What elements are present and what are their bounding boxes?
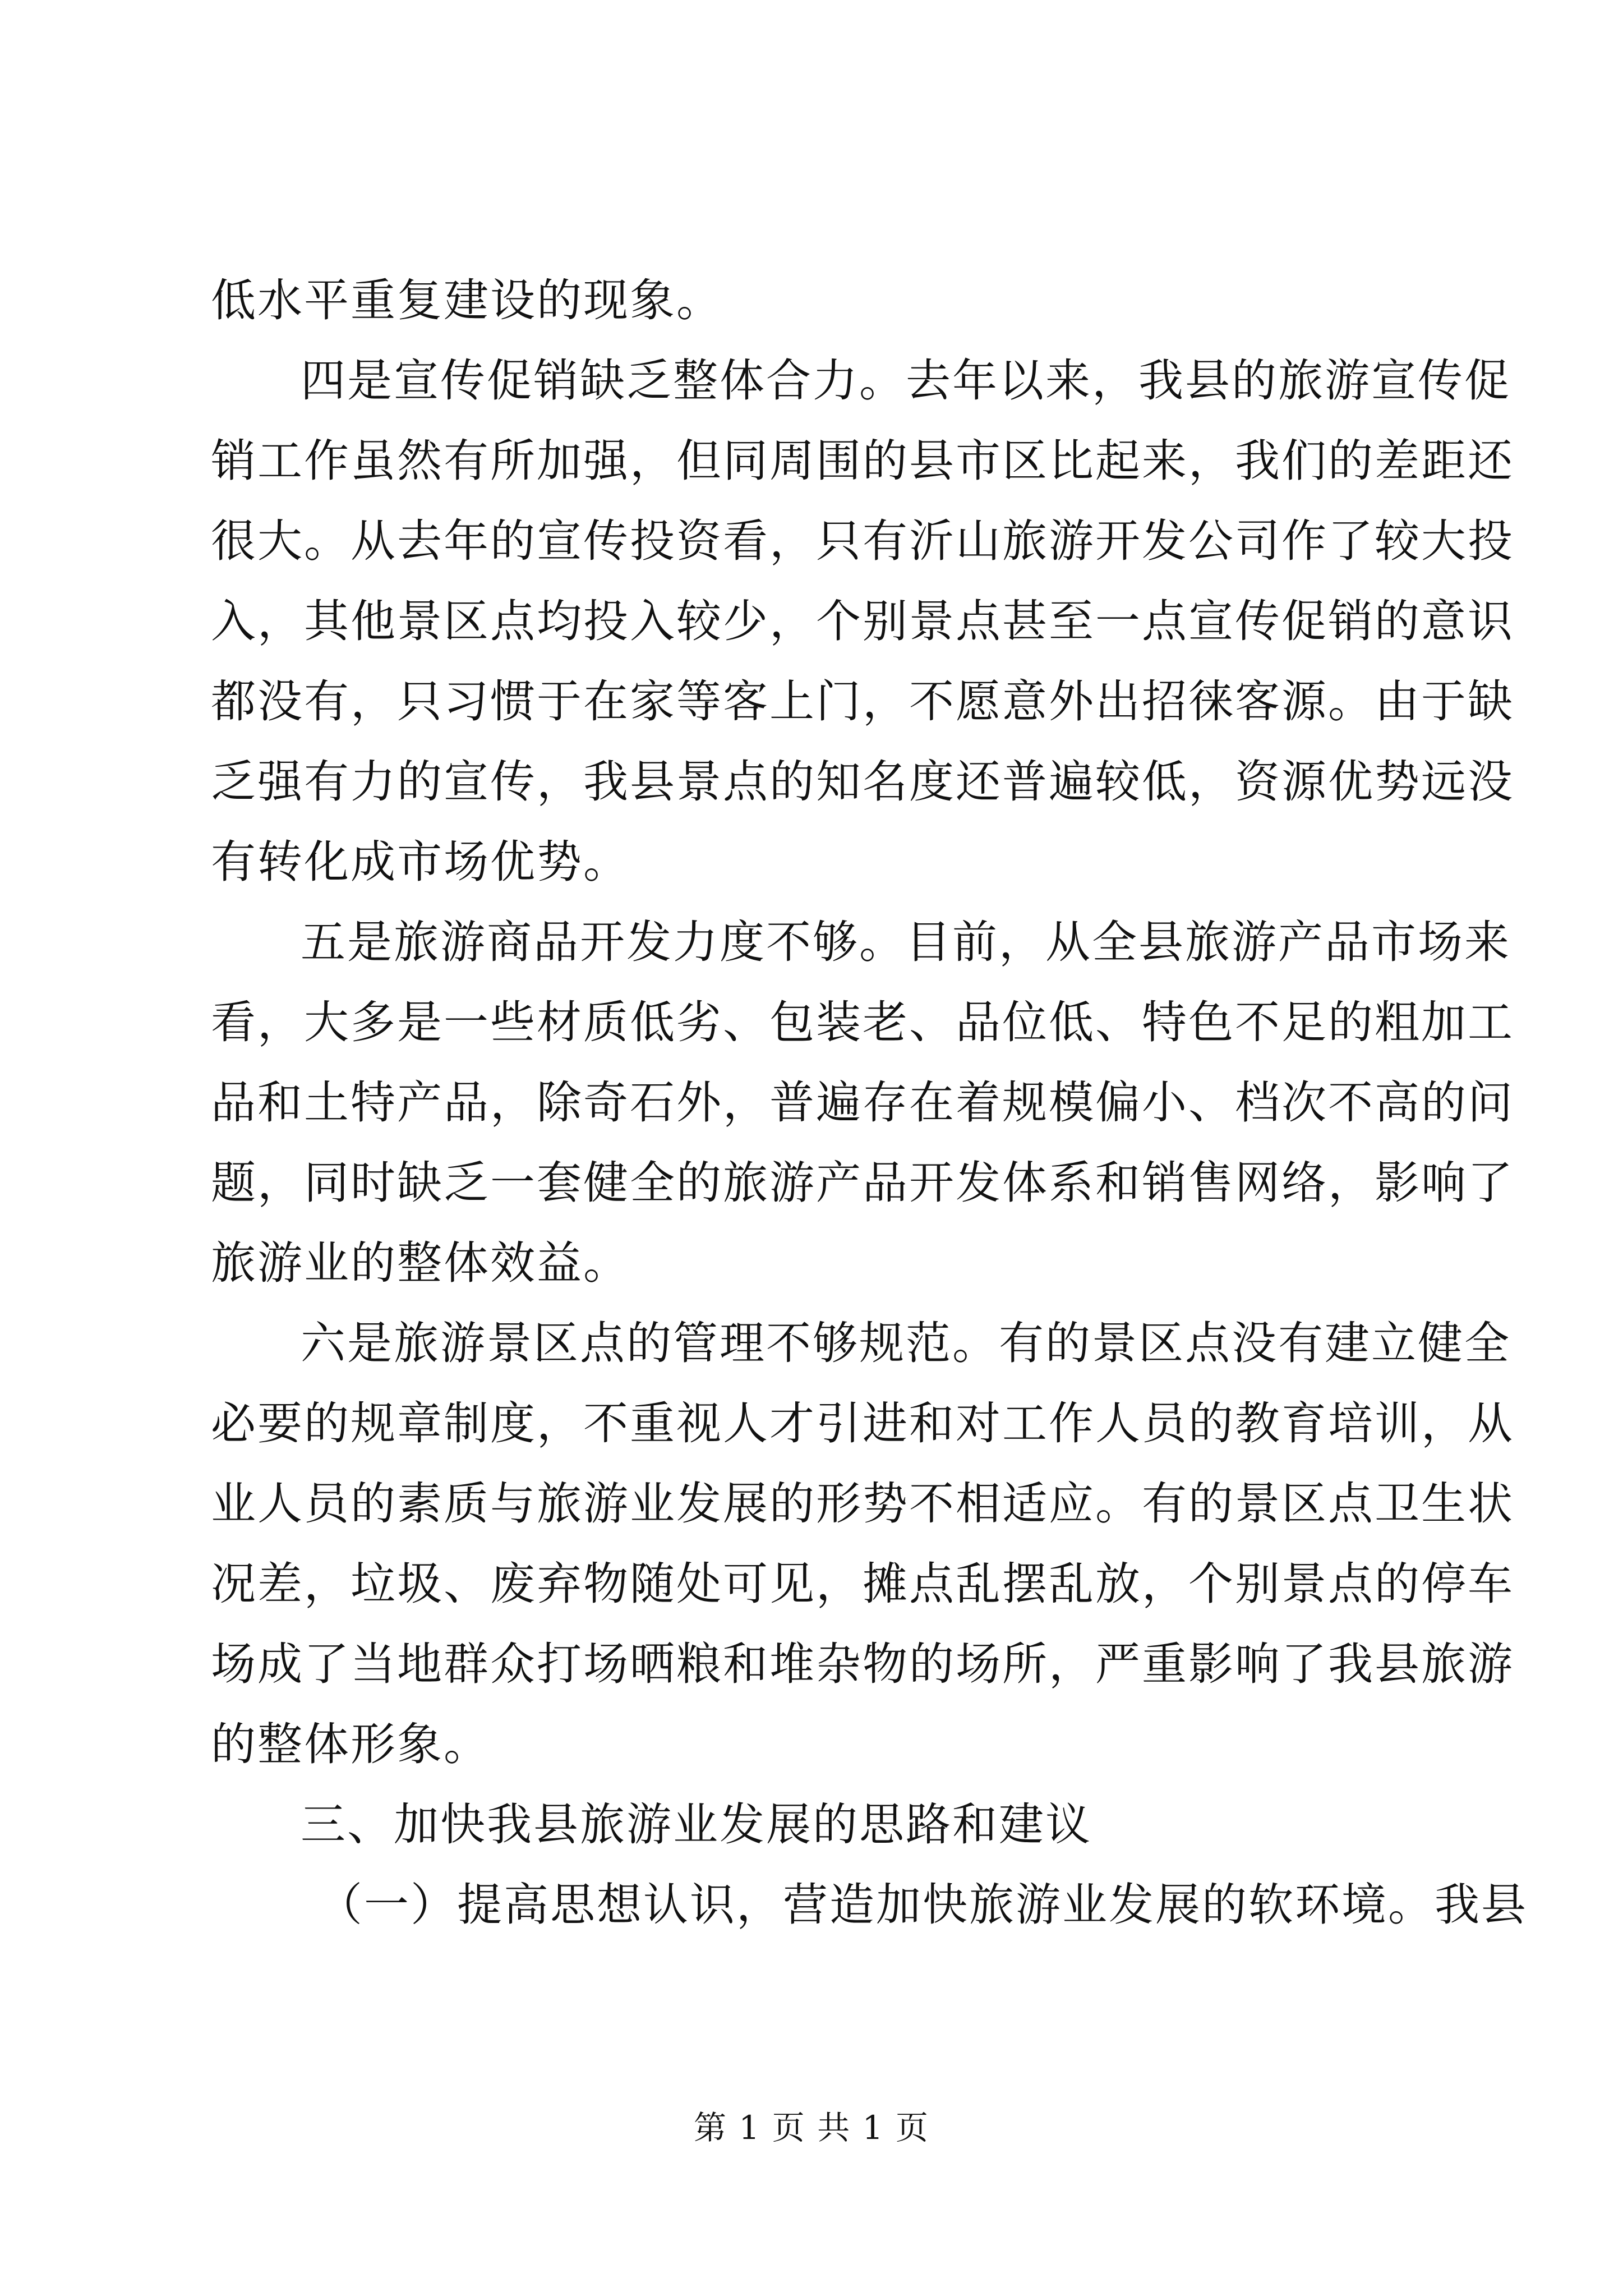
paragraph-continued	[211, 260, 1417, 341]
text-line: 入，其他景区点均投入较少，个别景点甚至一点宣传促销的意识	[211, 595, 1514, 647]
text-line: 必要的规章制度，不重视人才引进和对工作人员的教育培训，从	[211, 1397, 1514, 1450]
text-line: 的整体形象。	[211, 1718, 490, 1770]
text-line: 五是旅游商品开发力度不够。目前，从全县旅游产品市场来	[301, 916, 1511, 968]
page-footer	[0, 2105, 1623, 2150]
text-line: 业人员的素质与旅游业发展的形势不相适应。有的景区点卫生状	[211, 1478, 1514, 1530]
page-number-label: 第 1 页 共 1 页	[694, 2109, 929, 2147]
section-heading-text: 三、加快我县旅游业发展的思路和建议	[301, 1798, 1092, 1851]
text-line: 旅游业的整体效益。	[211, 1237, 630, 1289]
paragraph-management	[211, 1303, 1514, 1784]
text-line: 销工作虽然有所加强，但同周围的县市区比起来，我们的差距还	[211, 435, 1514, 487]
text-line: 有转化成市场优势。	[211, 836, 630, 888]
section-heading	[211, 1784, 1417, 1865]
sub-heading	[211, 1865, 1528, 1945]
text-line: 看，大多是一些材质低劣、包装老、品位低、特色不足的粗加工	[211, 996, 1514, 1048]
text-line: 低水平重复建设的现象。	[211, 274, 723, 326]
text-line: 品和土特产品，除奇石外，普遍存在着规模偏小、档次不高的问	[211, 1076, 1514, 1129]
text-line: 六是旅游景区点的管理不够规范。有的景区点没有建立健全	[301, 1317, 1511, 1369]
paragraph-products	[211, 902, 1514, 1303]
text-line: 都没有，只习惯于在家等客上门，不愿意外出招徕客源。由于缺	[211, 675, 1514, 728]
text-line: 题，同时缺乏一套健全的旅游产品开发体系和销售网络，影响了	[211, 1157, 1514, 1209]
text-line: 况差，垃圾、废弃物随处可见，摊点乱摆乱放，个别景点的停车	[211, 1558, 1514, 1610]
paragraph-promotion	[211, 341, 1514, 902]
text-line: 四是宣传促销缺乏整体合力。去年以来，我县的旅游宣传促	[301, 355, 1511, 407]
document-body	[211, 260, 1528, 1945]
text-line: 乏强有力的宣传，我县景点的知名度还普遍较低，资源优势远没	[211, 756, 1514, 808]
text-line: 很大。从去年的宣传投资看，只有沂山旅游开发公司作了较大投	[211, 515, 1514, 567]
sub-heading-text: （一）提高思想认识，营造加快旅游业发展的软环境。我县	[317, 1879, 1528, 1931]
text-line: 场成了当地群众打场晒粮和堆杂物的场所，严重影响了我县旅游	[211, 1638, 1514, 1690]
